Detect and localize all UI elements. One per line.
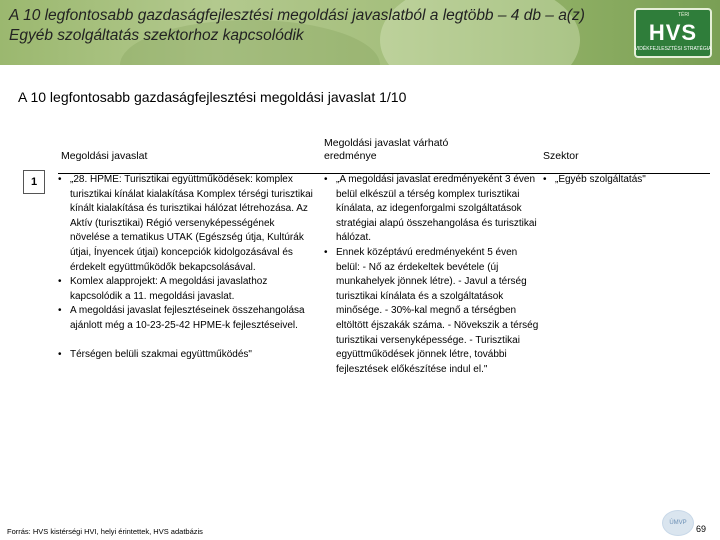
logo-text: HVS [648,20,698,45]
result-item: • Ennek középtávú eredményeként 5 éven belül: - Nő az érdekeltek bevétele (új munkahelyek jönnek létre). - Javul a térség turisztikai kínálata és a szolgáltatások minősége. - 30%-kal megnő a térségben eltöltött éjszakák száma. - Növekszik a térség turisztikai versenyképessége. - Turisztikai együttműködések jönnek létre, további fejlesztések előkészítése indul el." [324,246,542,377]
header-banner [0,0,720,65]
logo-subtitle: VIDÉKFEJLESZTÉSI STRATÉGIA [634,46,712,52]
sector-column [543,173,713,188]
column-header-sector: Szektor [543,150,579,162]
page-title: A 10 legfontosabb gazdaságfejlesztési megoldási javaslatból a legtöbb – 4 db – a(z) Egyéb szolgáltatás szektorhoz kapcsolódik [9,7,585,44]
solution-item: • Komlex alapprojekt: A megoldási javaslathoz kapcsolódik a 11. megoldási javaslat. [58,275,314,304]
solution-item: • Térségen belüli szakmai együttműködés" [58,348,314,363]
solution-column [58,173,314,362]
hvs-logo [634,8,712,58]
page-number: 69 [696,524,707,534]
sector-item: • „Egyéb szolgáltatás" [543,173,713,188]
result-item: • „A megoldási javaslat eredményeként 3 éven belül elkészül a térség komplex turisztikai kínálata, az idegenforgalmi szolgáltatások stratégiai alapú összehangolása és turisztikai hálózat. [324,173,542,246]
solution-item: • „28. HPME: Turisztikai együttműködések: komplex turisztikai kínálat kialakítása Komplex térségi turisztikai kínált kialakítása és turisztikai hálózat létrehozása. Az Aktív (turisztikai) Régió versenyképességének növelése a tematikus UTAK (Egészség útja, Kultúrák útjai, Ínyencek útjai) koncepciók kidolgozásával és érdekelt együttműködők bekapcsolásával. [58,173,314,275]
section-title: A 10 legfontosabb gazdaságfejlesztési megoldási javaslat 1/10 [18,89,407,105]
result-column [324,173,542,377]
column-header-result: Megoldási javaslat várható eredménye [324,137,449,162]
logo-tagline: TÉRI [678,12,690,18]
column-header-solution: Megoldási javaslat [61,150,148,162]
row-number: 1 [23,170,45,194]
solution-item: • A megoldási javaslat fejlesztéseinek összehangolása ajánlott még a 10-23-25-42 HPME-k fejlesztéseivel. [58,304,314,333]
umvp-logo: ÚMVP [662,510,694,536]
footer-source: Forrás: HVS kistérségi HVI, helyi érintettek, HVS adatbázis [7,527,203,536]
